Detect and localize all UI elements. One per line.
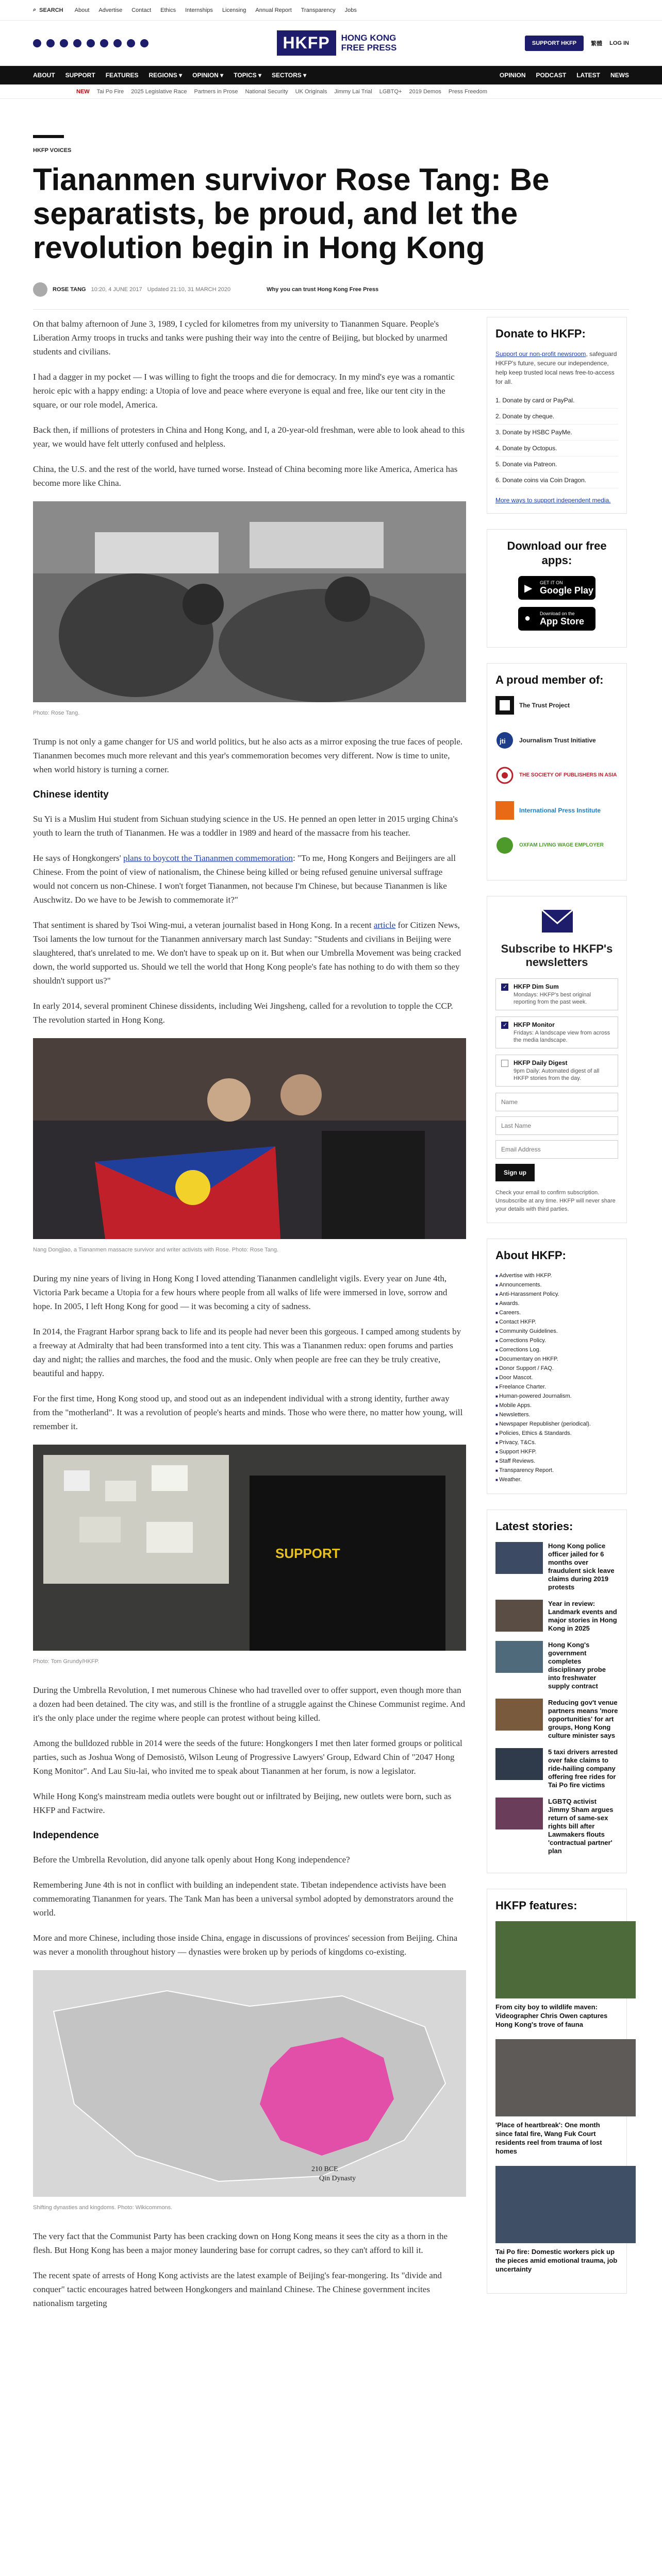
latest-story[interactable] (495, 1542, 618, 1591)
google-play-button[interactable] (518, 576, 595, 600)
donate-intro-text: , safeguard HKFP's future, secure our independence, help keep trusted local news free-to-access for all. (495, 350, 617, 385)
masthead (0, 21, 662, 66)
util-link[interactable]: Internships (185, 7, 213, 13)
story-thumbnail[interactable] (495, 1798, 543, 1829)
paragraph: The recent spate of arrests of Hong Kong activists are the latest example of Beijing's fear-mongering. Its "divide and conquer" tactic encourages hatred between Hongkongers and mainland Chinese. The Chinese government incites nationalism targeting (33, 2270, 442, 2308)
nav-item[interactable]: PODCAST (536, 72, 567, 79)
facebook-icon[interactable] (33, 39, 41, 47)
donate-intro-link[interactable]: Support our non-profit newsroom (495, 350, 586, 358)
feature-image[interactable] (495, 2039, 636, 2116)
member-oxfam[interactable] (495, 836, 618, 855)
tshirt-text: SUPPORT (275, 1546, 340, 1561)
kicker-rule (33, 135, 64, 138)
about-box (487, 1239, 627, 1494)
photo-caption: Photo: Rose Tang. (33, 710, 80, 716)
publish-date: 10:20, 4 JUNE 2017 (91, 286, 142, 293)
latest-title: Latest stories: (495, 1520, 573, 1533)
badge-big-text: Google Play (540, 585, 594, 596)
article-header (0, 135, 662, 297)
newsletter-option[interactable] (495, 1055, 618, 1087)
latest-list (495, 1542, 618, 1855)
sub-nav-item[interactable]: Partners in Prose (194, 88, 238, 95)
feature-image[interactable] (495, 2166, 636, 2243)
about-link[interactable]: ■ Contact HKFP. (495, 1317, 618, 1327)
linkedin-icon[interactable] (73, 39, 81, 47)
apps-title: Download our free apps: (507, 539, 607, 567)
newsletter-name: HKFP Dim Sum (514, 983, 559, 990)
about-link[interactable]: ■ Newsletters. (495, 1410, 618, 1419)
feature-story[interactable] (495, 2166, 618, 2274)
utility-bar (0, 0, 662, 21)
apps-box (487, 529, 627, 648)
util-link[interactable]: About (74, 7, 90, 13)
about-link[interactable]: ■ Advertise with HKFP. (495, 1271, 618, 1280)
nav-item[interactable]: FEATURES (105, 72, 139, 79)
paragraph (33, 918, 466, 988)
member-name: International Press Institute (519, 807, 601, 814)
donate-title: Donate to HKFP: (495, 327, 586, 340)
paragraph: More and more Chinese, including those inside China, engage in discussions of provinces' secession from Beijing. China was never a monolith throughout history — dynasties were broken up by periods of kingdoms co-existing. (33, 1933, 458, 1957)
donate-option[interactable]: 4. Donate by Octopus. (495, 440, 618, 456)
newsletter-option[interactable] (495, 978, 618, 1010)
sidebar (487, 317, 627, 2321)
paragraph: During my nine years of living in Hong Kong I loved attending Tiananmen candlelight vigils. Every year on June 4th, Victoria Park became a Utopia for a few hours where people from all walks of life were immersed in love, sorrow and hope. In 2005, I left Hong Kong for good — it was becoming a city of sadness. (33, 1274, 448, 1311)
story-title[interactable]: 5 taxi drivers arrested over fake claims to ride-hailing company offering free rides for Tai Po fire victims (548, 1748, 618, 1789)
threads-icon[interactable] (113, 39, 122, 47)
sopa-icon (495, 766, 514, 785)
paragraph: Among the bulldozed rubble in 2014 were the seeds of the future: Hongkongers I met then later formed groups or political parties, such as Joshua Wong of Demosistō, Wilson Leung of Progressive Lawyers' Group, Edward Chin of "2047 Hong Kong Monitor". And Lau Siu-lai, who invited me to speak about Tiananmen at her forum, is now a legislator. (33, 1738, 462, 1776)
trust-link[interactable]: Why you can trust Hong Kong Free Press (267, 286, 379, 293)
latest-story[interactable] (495, 1699, 618, 1740)
newsletter-name: HKFP Daily Digest (514, 1059, 568, 1066)
newsletter-option[interactable] (495, 1016, 618, 1048)
sub-nav-item[interactable]: 2025 Legislative Race (131, 88, 187, 95)
sub-nav-item[interactable]: National Security (245, 88, 288, 95)
main-nav (0, 66, 662, 84)
sub-nav-item[interactable]: 2019 Demos (409, 88, 441, 95)
donate-option[interactable]: 3. Donate by HSBC PayMe. (495, 425, 618, 440)
about-link[interactable]: ■ Transparency Report. (495, 1466, 618, 1475)
story-title[interactable]: Hong Kong police officer jailed for 6 months over fraudulent sick leave claims during 2019 protests (548, 1542, 615, 1591)
about-link[interactable]: ■ Corrections Log. (495, 1345, 618, 1354)
member-trust-project[interactable] (495, 696, 618, 715)
util-link[interactable]: Licensing (222, 7, 246, 13)
about-link[interactable]: ■ Corrections Policy. (495, 1336, 618, 1345)
signup-button[interactable]: Sign up (495, 1164, 535, 1181)
newsletter-desc: Fridays: A landscape view from across the media landscape. (514, 1030, 610, 1043)
sub-nav (0, 84, 662, 99)
paragraph: On that balmy afternoon of June 3, 1989, I cycled for kilometres from my university to Tiananmen Square. People's Liberation Army troops in trucks and tanks were pushing their way into the centre of Beijing, but blocked by unarmed students and civilians. (33, 319, 448, 357)
telegram-icon[interactable] (100, 39, 108, 47)
text-run: : "To me, Hong Kongers and Beijingers are all Chinese. From the point of view of nationalism, the Chinese being killed or being refused genuine universal suffrage would not concern us non-Chinese. I won't forget Tiananmen, not because I'm Chinese, but because Tiananmen is like Auschwitz. Do we have to be Jewish to commemorate it?" (33, 853, 456, 905)
util-link[interactable]: Advertise (98, 7, 123, 13)
paragraph: Trump is not only a game changer for US and world politics, but he also acts as a mirror exposing the true faces of people. Tiananmen becomes much more relevant and this year's commemoration becomes very different. Now is time to unite, when world history is turning a corner. (33, 737, 463, 774)
about-link[interactable]: ■ Donor Support / FAQ. (495, 1364, 618, 1373)
sub-nav-item[interactable]: Jimmy Lai Trial (334, 88, 372, 95)
about-links (495, 1271, 618, 1484)
about-link[interactable]: ■ Mobile Apps. (495, 1401, 618, 1410)
email-icon[interactable] (127, 39, 135, 47)
photo-caption: Nang Dongjiao, a Tiananmen massacre survivor and writer activists with Rose. Photo: Rose Tang. (33, 1247, 279, 1253)
latest-story[interactable] (495, 1798, 618, 1855)
story-title[interactable]: LGBTQ activist Jimmy Sham argues return of same-sex rights bill after Lawmakers flouts 'contractual partner' plan (548, 1798, 614, 1855)
dynasty-map (33, 1970, 466, 2197)
paragraph: During the Umbrella Revolution, I met numerous Chinese who had travelled over to offer support, even though more than a dozen had been detained. The city was, and still is the frontline of a struggle against the Chinese Communist regime. And it's the only place under the regime where people can protest without being killed. (33, 1685, 466, 1723)
nav-item[interactable]: SECTORS ▾ (272, 72, 307, 79)
jti-icon (495, 731, 514, 750)
author-avatar (33, 282, 47, 297)
protest-photo (33, 501, 466, 702)
feature-title[interactable]: Tai Po fire: Domestic workers pick up the pieces amid emotional trauma, job uncertainty (495, 2248, 618, 2273)
paragraph: Su Yi is a Muslim Hui student from Sichuan studying science in the US. He penned an open letter in 2015 urging China's youth to learn the truth of Tiananmen. He was a toddler in 1989 and heard of the massacre from his teacher. (33, 814, 458, 838)
last-name-field[interactable] (495, 1116, 618, 1135)
about-link[interactable]: ■ Community Guidelines. (495, 1327, 618, 1336)
member-sopa[interactable] (495, 766, 618, 785)
text-run: That sentiment is shared by Tsoi Wing-mui, a veteran journalist based in Hong Kong. In a recent (33, 920, 374, 930)
features-box (487, 1889, 627, 2294)
donate-box (487, 317, 627, 514)
feature-story[interactable] (495, 2039, 618, 2156)
nav-item[interactable]: LATEST (576, 72, 600, 79)
util-link[interactable]: Transparency (301, 7, 336, 13)
logo-mark: HKFP (277, 30, 336, 56)
newsletter-name: HKFP Monitor (514, 1021, 555, 1028)
paragraph: In early 2014, several prominent Chinese dissidents, including Wei Jingsheng, called for a revolution to topple the CCP. The revolution started in Hong Kong. (33, 1001, 453, 1025)
nav-item[interactable]: OPINION (499, 72, 526, 79)
newsletter-desc: 9pm Daily: Automated digest of all HKFP stories from the day. (514, 1068, 600, 1081)
social-links (33, 39, 148, 47)
latest-story[interactable] (495, 1641, 618, 1690)
apple-icon: ● (524, 613, 531, 624)
badge-big-text: App Store (540, 616, 585, 626)
article-kicker[interactable]: HKFP VOICES (33, 147, 72, 154)
util-link[interactable]: Ethics (160, 7, 176, 13)
map-label-year: 210 BCE (311, 2165, 338, 2173)
donate-option[interactable]: 1. Donate by card or PayPal. (495, 393, 618, 409)
nav-item[interactable]: NEWS (610, 72, 629, 79)
nav-item[interactable]: REGIONS ▾ (148, 72, 183, 79)
member-name: Journalism Trust Initiative (519, 737, 596, 744)
envelope-icon (495, 906, 619, 937)
about-link[interactable]: ■ Weather. (495, 1475, 618, 1484)
badge-small-text: Download on the (540, 611, 575, 616)
about-link[interactable]: ■ Privacy, T&Cs. (495, 1438, 618, 1447)
instagram-icon[interactable] (60, 39, 68, 47)
section-heading: Chinese identity (33, 789, 109, 800)
story-thumbnail[interactable] (495, 1542, 543, 1574)
story-title[interactable]: Year in review: Landmark events and major stories in Hong Kong in 2025 (548, 1600, 617, 1632)
members-box (487, 663, 627, 880)
about-link[interactable]: ■ Anti-Harassment Policy. (495, 1290, 618, 1299)
utility-links (75, 7, 357, 13)
newsletter-desc: Mondays: HKFP's best original reporting from the past week. (514, 992, 591, 1005)
header-divider (33, 309, 629, 310)
about-link[interactable]: ■ Freelance Charter. (495, 1382, 618, 1392)
about-title: About HKFP: (495, 1249, 566, 1262)
feature-story[interactable] (495, 1921, 618, 2029)
paragraph: While Hong Kong's mainstream media outlets were bought out or infiltrated by Beijing, new outlets were born, such as HKFP and Factwire. (33, 1791, 452, 1815)
byline (33, 282, 629, 297)
about-link[interactable]: ■ Policies, Ethics & Standards. (495, 1429, 618, 1438)
boycott-link[interactable]: plans to boycott the Tiananmen commemoration (123, 853, 293, 863)
protest-photo-graphic (33, 501, 466, 702)
photo-caption: Photo: Tom Grundy/HKFP. (33, 1658, 100, 1665)
story-title[interactable]: Reducing gov't venue partners means 'more opportunities' for art groups, Hong Kong culture minister says (548, 1699, 618, 1739)
logo-line2: FREE PRESS (341, 42, 397, 53)
x-icon[interactable] (46, 39, 55, 47)
donate-option[interactable]: 2. Donate by cheque. (495, 409, 618, 425)
feature-title[interactable]: From city boy to wildlife maven: Videographer Chris Owen captures Hong Kong's trove of fauna (495, 2003, 608, 2028)
latest-story[interactable] (495, 1748, 618, 1789)
oxfam-icon (495, 836, 514, 855)
search-button[interactable] (33, 7, 63, 13)
updated-date: Updated 21:10, 31 MARCH 2020 (147, 286, 231, 293)
about-link[interactable]: ■ Careers. (495, 1308, 618, 1317)
about-link[interactable]: ■ Documentary on HKFP. (495, 1354, 618, 1364)
about-link[interactable]: ■ Newspaper Republisher (periodical). (495, 1419, 618, 1429)
sub-nav-item[interactable]: Tai Po Fire (96, 88, 124, 95)
latest-box (487, 1510, 627, 1873)
nav-item[interactable]: SUPPORT (65, 72, 95, 79)
section-heading: Independence (33, 1830, 99, 1841)
story-thumbnail[interactable] (495, 1600, 543, 1632)
newsletter-title: Subscribe to HKFP's newsletters (501, 942, 613, 969)
about-link[interactable]: ■ Human-powered Journalism. (495, 1392, 618, 1401)
paragraph: In 2014, the Fragrant Harbor sprang back to life and its people had never been this gorgeous. I camped among students by a freeway at Admiralty that had been transformed into a tent city. This was a Tiananmen redux: open forums and parties day and night; the rallies and marches, the food and the music. Only when people are free can they be truly creative, beautiful and happy. (33, 1327, 461, 1378)
member-name: The Trust Project (519, 702, 570, 709)
nav-item[interactable]: ABOUT (33, 72, 55, 79)
rss-icon[interactable] (140, 39, 148, 47)
photo-caption: Shifting dynasties and kingdoms. Photo: Wikicommons. (33, 2205, 173, 2211)
latest-story[interactable] (495, 1600, 618, 1633)
feature-image[interactable] (495, 1921, 636, 1998)
members-title: A proud member of: (495, 673, 604, 686)
author-name[interactable]: ROSE TANG (53, 286, 86, 293)
paragraph: For the first time, Hong Kong stood up, and stood out as an independent individual with a strong identity, further away from the "motherland". It was a revolution of people's hearts and minds. Those who were there, no matter how young, will remember it. (33, 1394, 463, 1431)
paragraph: The very fact that the Communist Party has been cracking down on Hong Kong means it sees the city as a thorn in the flesh. But Hong Kong has been a major money laundering base for corrupt cadres, so they can't afford to kill it. (33, 2231, 448, 2255)
youtube-icon[interactable] (87, 39, 95, 47)
article-title: Tiananmen survivor Rose Tang: Be separatists, be proud, and let the revolution begin in Hong Kong (33, 162, 550, 265)
newsletter-note: Check your email to confirm subscription. Unsubscribe at any time. HKFP will never share your details with third parties. (495, 1190, 616, 1212)
play-icon: ▶ (524, 583, 533, 594)
paragraph: I had a dagger in my pocket — I was willing to fight the troops and die for democracy. In my mind's eye was a romantic heroic epic with a happy ending: a Utopia of love and peace where everyone is equal and free, like our tent city in the square, or our role model, America. (33, 372, 455, 410)
story-title[interactable]: Hong Kong's government completes disciplinary probe into freshwater supply contract (548, 1641, 606, 1690)
logo-line1: HONG KONG (341, 32, 396, 43)
paragraph: Back then, if millions of protesters in China and Hong Kong, and I, a 20-year-old freshman, were able to look ahead to this year, we would have felt utterly confused and helpless. (33, 425, 465, 449)
badge-small-text: GET IT ON (540, 580, 563, 585)
about-link[interactable]: ■ Door Mascot. (495, 1373, 618, 1382)
newsletter-checkbox[interactable] (501, 984, 508, 991)
newsletter-checkbox[interactable] (501, 1022, 508, 1029)
search-label: SEARCH (39, 7, 63, 13)
language-link[interactable]: 繁體 (591, 40, 603, 47)
donate-option[interactable]: 6. Donate coins via Coin Dragon. (495, 472, 618, 488)
nav-item[interactable]: OPINION ▾ (192, 72, 224, 79)
paragraph: Remembering June 4th is not in conflict with building an independent state. Tibetan independence activists have been commemorating Tiananmen for years. The Tank Man has been a universal symbol adopted by demonstrators around the world. (33, 1880, 454, 1918)
about-link[interactable]: ■ Support HKFP. (495, 1447, 618, 1456)
paragraph: Before the Umbrella Revolution, did anyone talk openly about Hong Kong independence? (33, 1855, 350, 1865)
member-name: OXFAM LIVING WAGE EMPLOYER (519, 842, 604, 848)
email-field[interactable] (495, 1140, 618, 1159)
donate-option[interactable]: 5. Donate via Patreon. (495, 456, 618, 472)
feature-title[interactable]: 'Place of heartbreak': One month since fatal fire, Wang Fuk Court residents reel from trauma of lost homes (495, 2121, 602, 2155)
nav-item[interactable]: TOPICS ▾ (234, 72, 262, 79)
story-thumbnail[interactable] (495, 1699, 543, 1731)
paragraph (33, 851, 466, 907)
features-title: HKFP features: (495, 1899, 577, 1912)
logo-text (341, 33, 397, 53)
ipi-icon (495, 801, 514, 820)
article-body (33, 317, 466, 2321)
first-name-field[interactable] (495, 1093, 618, 1111)
map-label-name: Qin Dynasty (319, 2175, 356, 2182)
article-link[interactable]: article (373, 920, 396, 930)
text-run: for Citizen News, Tsoi laments the low turnout for the Tiananmen anniversary march last Sunday: "Students and civilians in Beijing were slaughtered, that's unrelated to me. We don't have to speak up on it. But when our Umbrella Movement was being cracked down, the world supported us. Should we tell the world that Hong Kong people's fate has nothing to do with them so they shouldn't support us?" (33, 920, 461, 986)
sub-nav-item[interactable]: Press Freedom (448, 88, 488, 95)
lennon-wall-graphic (33, 1445, 466, 1651)
util-link[interactable]: Jobs (344, 7, 357, 13)
story-thumbnail[interactable] (495, 1748, 543, 1780)
donate-more-link[interactable]: More ways to support independent media. (495, 497, 611, 504)
story-thumbnail[interactable] (495, 1641, 543, 1673)
member-ipi[interactable] (495, 801, 618, 820)
flag-photo (33, 1038, 466, 1239)
site-logo[interactable] (277, 30, 397, 56)
member-jti[interactable] (495, 731, 618, 750)
new-badge: NEW (76, 88, 90, 95)
trust-project-icon (495, 696, 514, 715)
donate-intro (495, 349, 618, 386)
about-link[interactable]: ■ Staff Reviews. (495, 1456, 618, 1466)
newsletter-checkbox[interactable] (501, 1060, 508, 1067)
sub-nav-item[interactable]: LGBTQ+ (379, 88, 402, 95)
about-link[interactable]: ■ Awards. (495, 1299, 618, 1308)
masthead-actions (525, 36, 629, 51)
util-link[interactable]: Contact (131, 7, 152, 13)
features-list (495, 1921, 618, 2274)
newsletter-box (487, 896, 627, 1223)
text-run: He says of Hongkongers' (33, 853, 123, 863)
lennon-wall-photo (33, 1445, 466, 1651)
dynasty-map-graphic (33, 1970, 466, 2197)
paragraph: China, the U.S. and the rest of the world, have turned worse. Instead of China becoming more like America, America has become more like China. (33, 464, 458, 488)
login-link[interactable]: LOG IN (609, 40, 629, 46)
sub-nav-item[interactable]: UK Originals (295, 88, 327, 95)
about-link[interactable]: ■ Announcements. (495, 1280, 618, 1290)
support-button[interactable]: SUPPORT HKFP (525, 36, 584, 51)
donate-options (495, 393, 618, 488)
search-icon: ⌕ (33, 7, 37, 13)
flag-photo-graphic (33, 1038, 466, 1239)
page-layout (0, 317, 662, 2321)
app-store-button[interactable] (518, 607, 595, 631)
svg-text:jti: jti (500, 737, 506, 745)
util-link[interactable]: Annual Report (255, 7, 292, 13)
member-name: THE SOCIETY OF PUBLISHERS IN ASIA (519, 772, 617, 778)
